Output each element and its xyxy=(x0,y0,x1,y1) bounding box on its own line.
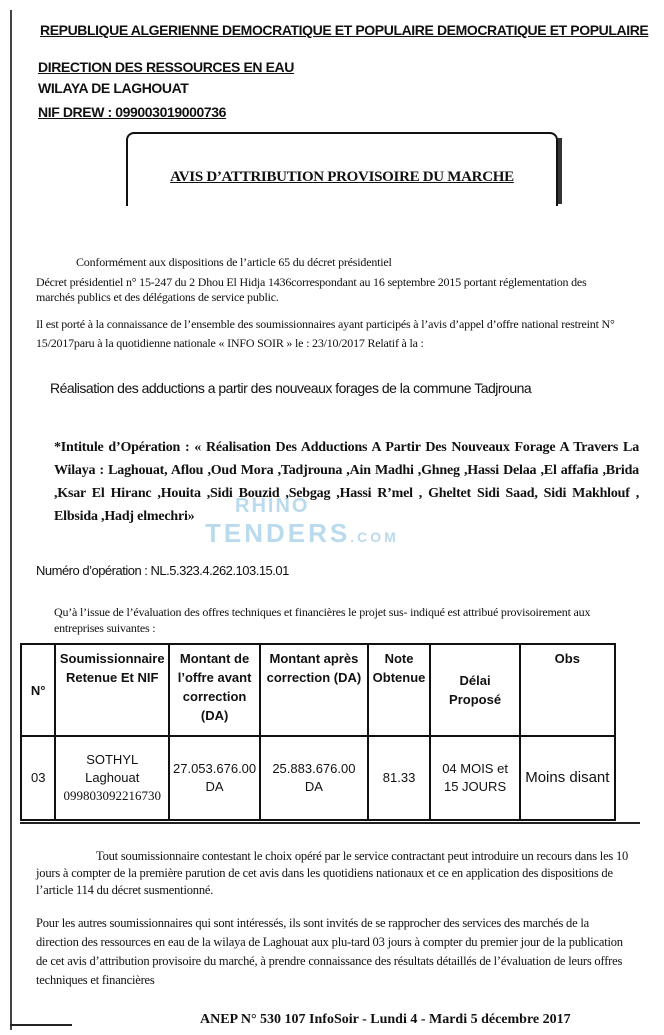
company-nif: 099803092216730 xyxy=(63,788,161,803)
header-montant-apres: Montant après correction (DA) xyxy=(260,644,367,736)
footer-publication: ANEP N° 530 107 InfoSoir - Lundi 4 - Mardi 5 décembre 2017 xyxy=(200,1012,571,1027)
cell-soumissionnaire xyxy=(55,736,169,820)
header-soumissionnaire: Soumissionnaire Retenue Et NIF xyxy=(55,644,169,736)
cell-num: 03 xyxy=(21,736,55,820)
cell-delai: 04 MOIS et 15 JOURS xyxy=(430,736,519,820)
intro-decree: Décret présidentiel n° 15-247 du 2 Dhou El Hidja 1436correspondant au 16 septembre 2015 portant réglementation des marchés publics et des délégations de service public. xyxy=(36,275,587,304)
operation-intitule: *Intitule d’Opération : « Réalisation Des Adductions A Partir Des Nouveaux Forage A Travers La Wilaya : Laghouat, Aflou ,Oud Mora ,Tadjrouna ,Ain Madhi ,Ghneg ,Hassi Delaa ,El affafia ,Brida ,Ksar El Hiranc ,Houita ,Sidi Bouzid ,Sebgag ,Hassi R’mel , Gheltet Sidi Saad, Sidi Makhlouf , Elbsida ,Hadj elmechri» xyxy=(54,440,639,524)
project-title: Réalisation des adductions a partir des nouveaux forages de la commune Tadjrouna xyxy=(50,380,532,396)
table-header-row xyxy=(21,644,615,736)
evaluation-text: Qu’à l’issue de l’évaluation des offres techniques et financières le projet sus- indiqué est attribué provisoirement aux entreprises suivantes : xyxy=(54,605,591,635)
closing-others: Pour les autres soumissionnaires qui sont intéressés, ils sont invités de se rapprocher des services des marchés de la direction des ressources en eau de la wilaya de Laghouat aux plu-tard 03 jours à compter du premier jour de la publication de cet avis d’attribution provisoire du marché, à prendre connaissance des résultats détaillés de l’évaluation de leurs offres techniques et financières xyxy=(36,916,623,987)
header-note: Note Obtenue xyxy=(368,644,431,736)
cell-note: 81.33 xyxy=(368,736,431,820)
header-wilaya: WILAYA DE LAGHOUAT xyxy=(38,80,189,96)
operation-number: Numéro d’opération : NL.5.323.4.262.103.15.01 xyxy=(36,563,289,578)
cell-montant-apres: 25.883.676.00 DA xyxy=(260,736,367,820)
intro-announcement: Il est porté à la connaissance de l’ensemble des soumissionnaires ayant participés à l’avis d’appel d’offre national restreint N° 15/2017paru à la quotidienne nationale « INFO SOIR » le : 23/10/2017 Relatif à la : xyxy=(36,317,615,350)
cell-obs: Moins disant xyxy=(520,736,615,820)
footer-rule xyxy=(10,1024,72,1026)
header-delai: Délai Proposé xyxy=(430,644,519,736)
header-obs: Obs xyxy=(520,644,615,736)
header-montant-avant: Montant de l’offre avant correction (DA) xyxy=(169,644,260,736)
table-row xyxy=(21,736,615,820)
header-nif: NIF DREW : 099003019000736 xyxy=(38,104,227,120)
header-republic: REPUBLIQUE ALGERIENNE DEMOCRATIQUE ET POPULAIRE DEMOCRATIQUE ET POPULAIRE xyxy=(40,22,649,38)
company-name: SOTHYL xyxy=(86,752,139,767)
divider-line xyxy=(20,822,640,824)
notice-title: AVIS D’ATTRIBUTION PROVISOIRE DU MARCHE xyxy=(170,169,514,185)
header-num: N° xyxy=(21,644,55,736)
intro-article: Conformément aux dispositions de l’article 65 du décret présidentiel xyxy=(76,255,392,269)
page-border-left xyxy=(10,10,12,1030)
closing-recours: Tout soumissionnaire contestant le choix opéré par le service contractant peut introduire un recours dans les 10 jours à compter de la première parution de cet avis dans les quotidiens nationaux et ce en application des dispositions de l’article 114 du décret susmentionné. xyxy=(36,849,629,897)
company-city: Laghouat xyxy=(85,770,140,785)
results-table xyxy=(20,643,616,821)
rhino-tenders-watermark: RHINO TENDERS.COM xyxy=(205,495,399,548)
header-direction: DIRECTION DES RESSOURCES EN EAU xyxy=(38,59,294,75)
title-box xyxy=(126,132,558,206)
cell-montant-avant: 27.053.676.00 DA xyxy=(169,736,260,820)
